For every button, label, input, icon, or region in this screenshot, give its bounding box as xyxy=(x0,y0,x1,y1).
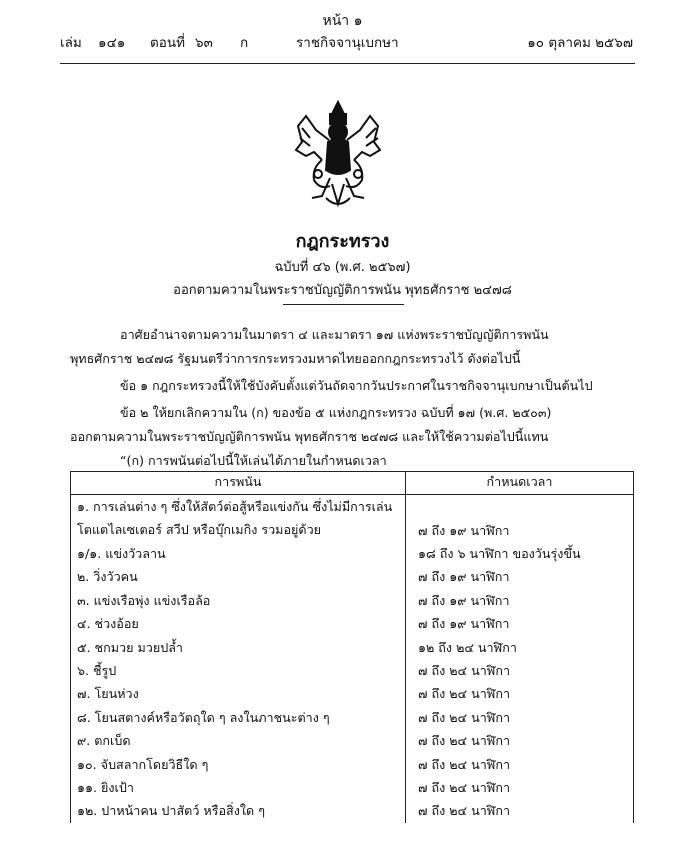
time-cell: ๗ ถึง ๒๔ นาฬิกา xyxy=(406,659,634,682)
time-cell: ๗ ถึง ๒๔ นาฬิกา xyxy=(406,729,634,752)
preamble-line-1: อาศัยอำนาจตามความในมาตรา ๔ และมาตรา ๑๗ แห่งพระราชบัญญัติการพนัน xyxy=(120,327,549,342)
game-cell: ๑. การเล่นต่าง ๆ ซึ่งให้สัตว์ต่อสู้หรือแข่งกัน ซึ่งไม่มีการเล่น โตแตไลเซเตอร์ สวีป หรือบุ๊กเมกิง รวมอยู่ด้วย xyxy=(71,495,406,543)
table-row xyxy=(71,682,634,705)
gambling-schedule-table xyxy=(70,471,634,823)
preamble-line-2: พุทธศักราช ๒๔๗๘ รัฐมนตรีว่าการกระทรวงมหาดไทยออกกฎกระทรวงไว้ ดังต่อไปนี้ xyxy=(70,351,521,366)
table-row xyxy=(71,659,634,682)
column-header-time: กำหนดเวลา xyxy=(406,472,634,495)
gazette-header-row xyxy=(60,31,633,53)
table-row xyxy=(71,612,634,635)
document-number: ฉบับที่ ๔๖ (พ.ศ. ๒๕๖๗) xyxy=(274,260,411,275)
issue-label: ตอนที่ xyxy=(150,35,186,51)
time-cell: ๗ ถึง ๒๔ นาฬิกา xyxy=(406,753,634,776)
table-header-row xyxy=(71,472,634,495)
time-cell: ๗ ถึง ๒๔ นาฬิกา xyxy=(406,706,634,729)
time-cell: ๗ ถึง ๑๙ นาฬิกา xyxy=(406,612,634,635)
table-row xyxy=(71,542,634,565)
time-cell: ๗ ถึง ๑๙ นาฬิกา xyxy=(406,495,634,543)
table-row xyxy=(71,776,634,799)
game-cell: ๓. แข่งเรือพุ่ง แข่งเรือล้อ xyxy=(71,589,406,612)
time-cell: ๗ ถึง ๑๙ นาฬิกา xyxy=(406,589,634,612)
time-cell: ๑๘ ถึง ๖ นาฬิกา ของวันรุ่งขึ้น xyxy=(406,542,634,565)
clause-2-line-2: ออกตามความในพระราชบัญญัติการพนัน พุทธศักราช ๒๔๗๘ และให้ใช้ความต่อไปนี้แทน xyxy=(70,429,549,444)
game-cell: ๗. โยนห่วง xyxy=(71,682,406,705)
table-row xyxy=(71,729,634,752)
title-rule xyxy=(283,304,404,305)
clause-2-line-1: ข้อ ๒ ให้ยกเลิกความใน (ก) ของข้อ ๕ แห่งกฎกระทรวง ฉบับที่ ๑๗ (พ.ศ. ๒๕๐๓) xyxy=(120,405,552,420)
document-title: กฎกระทรวง xyxy=(295,231,390,252)
section-letter: ก xyxy=(240,35,249,51)
clause-2-line-3: “(ก) การพนันต่อไปนี้ให้เล่นได้ภายในกำหนดเวลา xyxy=(120,453,387,468)
game-cell: ๒. วิ่งวัวคน xyxy=(71,565,406,588)
volume-label: เล่ม xyxy=(60,35,82,51)
game-cell: ๑๒. ปาหน้าคน ปาสัตว์ หรือสิ่งใด ๆ xyxy=(71,799,406,822)
game-cell: ๖. ชี้รูป xyxy=(71,659,406,682)
table-row xyxy=(71,753,634,776)
game-cell: ๑๐. จับสลากโดยวิธีใด ๆ xyxy=(71,753,406,776)
volume-number: ๑๔๑ xyxy=(98,35,126,51)
game-cell: ๑/๑. แข่งวัวลาน xyxy=(71,542,406,565)
time-cell: ๗ ถึง ๒๔ นาฬิกา xyxy=(406,776,634,799)
game-cell: ๕. ชกมวย มวยปล้ำ xyxy=(71,636,406,659)
time-cell: ๗ ถึง ๒๔ นาฬิกา xyxy=(406,682,634,705)
time-cell: ๗ ถึง ๑๙ นาฬิกา xyxy=(406,565,634,588)
table-row xyxy=(71,589,634,612)
time-cell: ๑๒ ถึง ๒๔ นาฬิกา xyxy=(406,636,634,659)
publication-date: ๑๐ ตุลาคม ๒๕๖๗ xyxy=(527,35,633,51)
gazette-name: ราชกิจจานุเบกษา xyxy=(296,35,399,51)
column-header-game: การพนัน xyxy=(71,472,406,495)
header-divider xyxy=(60,63,635,64)
table-row xyxy=(71,565,634,588)
table-row xyxy=(71,799,634,822)
table-row xyxy=(71,495,634,543)
garuda-emblem xyxy=(292,98,384,214)
page-number: หน้า ๑ xyxy=(322,13,363,29)
game-cell: ๔. ช่วงอ้อย xyxy=(71,612,406,635)
game-cell: ๘. โยนสตางค์หรือวัตถุใด ๆ ลงในภาชนะต่าง ๆ xyxy=(71,706,406,729)
table-row xyxy=(71,636,634,659)
game-cell: ๑๑. ยิงเป้า xyxy=(71,776,406,799)
issued-under: ออกตามความในพระราชบัญญัติการพนัน พุทธศักราช ๒๔๗๘ xyxy=(173,283,512,298)
clause-1: ข้อ ๑ กฎกระทรวงนี้ให้ใช้บังคับตั้งแต่วันถัดจากวันประกาศในราชกิจจานุเบกษาเป็นต้นไป xyxy=(120,378,593,393)
game-cell: ๙. ตกเบ็ด xyxy=(71,729,406,752)
time-cell: ๗ ถึง ๒๔ นาฬิกา xyxy=(406,799,634,822)
table-row xyxy=(71,706,634,729)
issue-number: ๖๓ xyxy=(195,35,213,51)
